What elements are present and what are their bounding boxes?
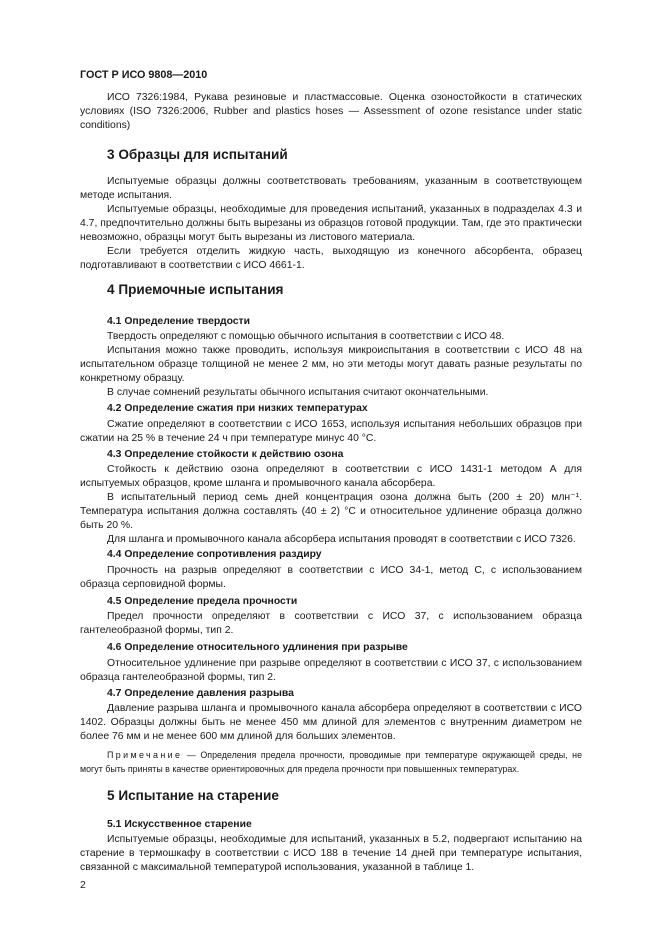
subsection-4-6-heading: 4.6 Определение относительного удлинения при разрыве [107, 642, 408, 653]
section-3-body [80, 175, 582, 273]
subsection-5-1-heading: 5.1 Искусственное старение [107, 819, 252, 830]
subsection-4-4-body [80, 564, 582, 592]
paragraph: Испытуемые образцы должны соответствовать требованиям, указанным в соответствующем методе испытания. [80, 176, 582, 201]
subsection-4-3-body [80, 463, 582, 547]
section-3-heading: 3 Образцы для испытаний [107, 147, 288, 162]
reference-paragraph [80, 91, 582, 133]
paragraph: ИСО 7326:1984, Рукава резиновые и пластмассовые. Оценка озоностойкости в статических условиях (ISO 7326:2006, Rubber and plastics hoses — Assessment of ozone resistance under static conditions) [80, 92, 582, 131]
paragraph: Для шланга и промывочного канала абсорбера испытания проводят в соответствии с ИСО 7326. [107, 534, 576, 545]
paragraph: Давление разрыва шланга и промывочного канала абсорбера определяют в соответствии с ИСО 1402. Образцы должны быть не менее 450 мм длиной для элементов с внутренним диаметром не более 76 мм и не менее 600 мм длиной для больших элементов. [80, 703, 582, 742]
paragraph: Сжатие определяют в соответствии с ИСО 1653, используя испытания небольших образцов при сжатии на 25 % в течение 24 ч при температуре минус 40 °С. [80, 419, 582, 444]
paragraph: Прочность на разрыв определяют в соответствии с ИСО 34-1, метод С, с использованием образца серповидной формы. [80, 565, 582, 590]
subsection-4-4-heading: 4.4 Определение сопротивления раздиру [107, 549, 322, 560]
section-5-heading: 5 Испытание на старение [107, 788, 279, 803]
paragraph: Твердость определяют с помощью обычного испытания в соответствии с ИСО 48. [107, 331, 505, 342]
subsection-4-1-body [80, 330, 582, 400]
page-number: 2 [80, 880, 86, 891]
document-header: ГОСТ Р ИСО 9808—2010 [80, 69, 208, 81]
paragraph: Стойкость к действию озона определяют в соответствии с ИСО 1431-1 методом А для испытуемых образцов, кроме шланга и промывочного канала абсорбера. [80, 464, 582, 489]
note [80, 748, 582, 776]
subsection-4-1-heading: 4.1 Определение твердости [107, 316, 251, 327]
paragraph: В случае сомнений результаты обычного испытания считают окончательными. [107, 387, 489, 398]
section-4-heading: 4 Приемочные испытания [107, 282, 284, 297]
subsection-4-2-body [80, 418, 582, 446]
subsection-4-7-heading: 4.7 Определение давления разрыва [107, 688, 294, 699]
paragraph: Испытуемые образцы, необходимые для испытаний, указанных в 5.2, подвергают испытанию на старение в термошкафу в соответствии с ИСО 188 в течение 14 дней при температуре испытания, связанной с максимальной температурой использования, указанной в таблице 1. [80, 834, 582, 873]
paragraph: В испытательный период семь дней концентрация озона должна быть (200 ± 20) млн⁻¹. Температура испытания должна составлять (40 ± 2) °С и относительное удлинение образца должно быть 20 %. [80, 492, 582, 531]
paragraph: Если требуется отделить жидкую часть, выходящую из конечного абсорбента, образец подготавливают в соответствии с ИСО 4661-1. [80, 246, 582, 271]
paragraph: Относительное удлинение при разрыве определяют в соответствии с ИСО 37, с использованием образца гантелеобразной формы, тип 2. [80, 658, 582, 683]
subsection-4-5-heading: 4.5 Определение предела прочности [107, 596, 298, 607]
page-content [80, 68, 582, 893]
paragraph: Испытуемые образцы, необходимые для проведения испытаний, указанных в подразделах 4.3 и 4.7, предпочтительно должны быть вырезаны из образцов готовой продукции. Там, где это практически невозможно, образцы могут быть вырезаны из листового материала. [80, 204, 582, 243]
subsection-4-7-body [80, 702, 582, 744]
paragraph: Испытания можно также проводить, используя микроиспытания в соответствии с ИСО 48 на испытательном образце толщиной не менее 2 мм, но эти методы могут давать разные результаты по конкретному образцу. [80, 345, 582, 384]
paragraph: Предел прочности определяют в соответствии с ИСО 37, с использованием образца гантелеобразной формы, тип 2. [80, 611, 582, 636]
subsection-4-5-body [80, 610, 582, 638]
subsection-4-3-heading: 4.3 Определение стойкости к действию озона [107, 449, 344, 460]
subsection-4-6-body [80, 657, 582, 685]
note-label: Примечание [107, 750, 183, 760]
subsection-4-2-heading: 4.2 Определение сжатия при низких температурах [107, 403, 368, 414]
subsection-5-1-body [80, 833, 582, 875]
note-text: — Определения предела прочности, проводимые при температуре окружающей среды, не могут быть приняты в качестве ориентировочных для предела прочности при повышенных температурах. [80, 750, 582, 774]
